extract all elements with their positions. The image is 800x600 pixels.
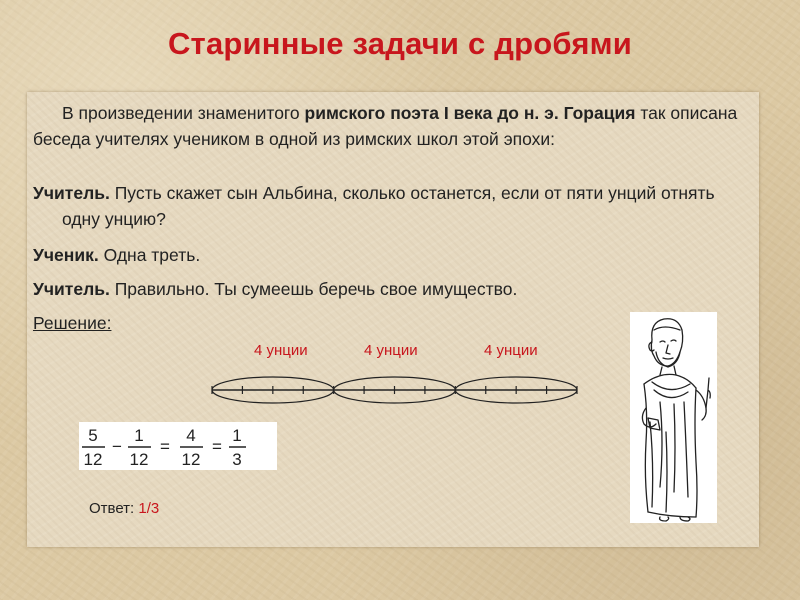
fraction-denominator: 12 (83, 450, 103, 469)
unit-label-1: 4 унции (254, 342, 308, 359)
intro-bold-poet: римского поэта I века до н. э. (304, 103, 559, 123)
speaker-label: Учитель. (33, 279, 110, 299)
equals-sign: = (212, 437, 222, 456)
intro-text-3: так описана беседа учителях учеником в одной из римских школ этой эпохи: (33, 103, 738, 149)
slide-title: Старинные задачи с дробями (167, 26, 633, 61)
answer-value: 1/3 (138, 500, 160, 517)
content-panel (27, 92, 759, 547)
number-line-diagram (207, 370, 587, 410)
solution-label: Решение: (33, 313, 112, 333)
speaker-label: Ученик. (33, 245, 99, 265)
equals-sign: = (160, 437, 170, 456)
answer-label: Ответ: (89, 500, 139, 517)
fraction-denominator: 12 (129, 450, 149, 469)
fraction-equation (79, 422, 277, 470)
fraction-numerator: 1 (232, 426, 242, 445)
fraction-numerator: 1 (134, 426, 144, 445)
fraction-numerator: 5 (88, 426, 98, 445)
dialog-line-student-answer (33, 242, 753, 268)
speaker-label: Учитель. (33, 183, 110, 203)
intro-bold-horace: Горация (563, 103, 636, 123)
dialog-text: Одна треть. (98, 245, 201, 265)
minus-sign: − (112, 437, 122, 456)
fraction-numerator: 4 (186, 426, 196, 445)
dialog-line-teacher-question (33, 180, 753, 232)
unit-label-3: 4 унции (484, 342, 538, 359)
teacher-figure-illustration (630, 312, 717, 523)
unit-label-2: 4 унции (364, 342, 418, 359)
fraction-denominator: 12 (181, 450, 201, 469)
dialog-text: Пусть скажет сын Альбина, сколько останется, если от пяти унций отнять одну унцию? (62, 183, 715, 229)
intro-text-1: В произведении знаменитого (62, 103, 305, 123)
answer-line (89, 500, 159, 517)
dialog-line-teacher-reply (33, 276, 753, 302)
dialog-text: Правильно. Ты сумеешь беречь свое имущество. (109, 279, 518, 299)
fraction-denominator: 3 (232, 450, 242, 469)
intro-paragraph (33, 100, 753, 152)
